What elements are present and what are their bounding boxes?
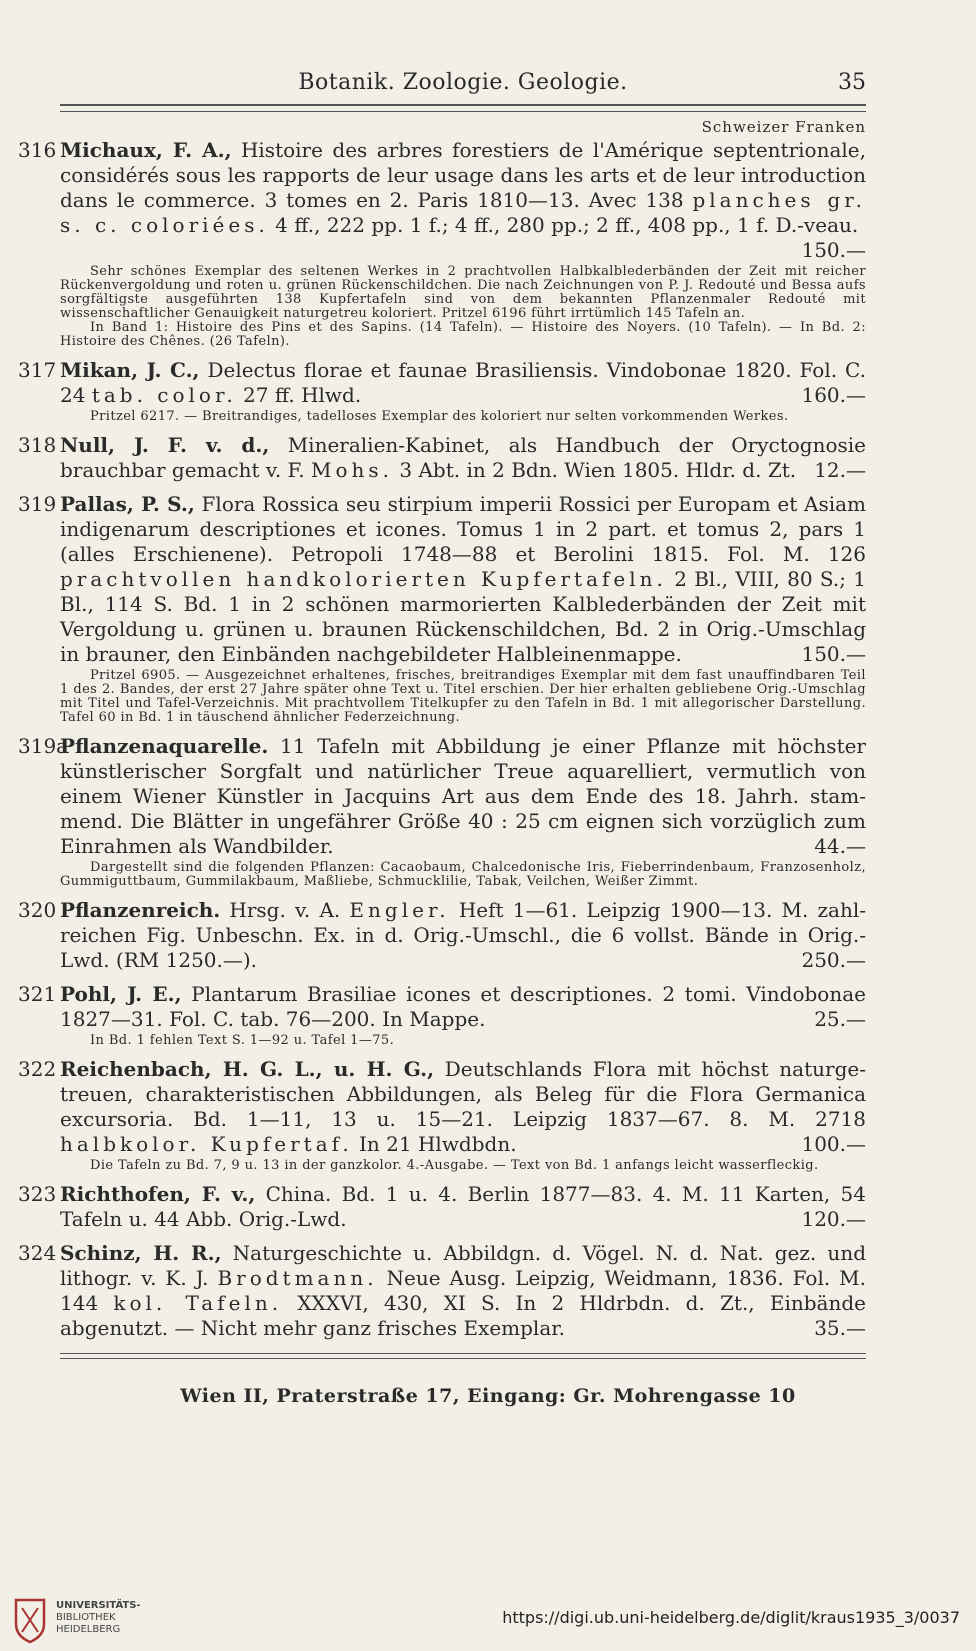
entry-text: In 21 Hlwdbdn. xyxy=(352,1132,517,1156)
entry-author: Pohl, J. E., xyxy=(60,982,182,1006)
entry-description xyxy=(60,492,866,667)
entry-description xyxy=(60,1182,866,1232)
entry-number: 324 xyxy=(18,1241,57,1265)
catalog-entry xyxy=(18,492,866,725)
entry-price: 100.— xyxy=(801,1132,866,1156)
entry-spaced-text: Engler. xyxy=(349,898,450,922)
entry-author: Michaux, F. A., xyxy=(60,138,232,162)
entry-note xyxy=(60,265,866,349)
entry-number: 319 xyxy=(18,492,57,516)
entry-text: Heft 1—61. Leipzig 1900—13. M. zahlreichen Fig. Unbeschn. Ex. in d. Orig.-Umschl., die 6 vollst. Bände in Orig.-Lwd. (RM 1250.—). xyxy=(60,898,866,972)
entry-spaced-text: Brodtmann. xyxy=(217,1266,378,1290)
page-header xyxy=(60,70,866,104)
catalog-entry xyxy=(18,433,866,483)
catalog-entry xyxy=(18,898,866,973)
entry-text: Delectus florae et faunae Brasiliensis. Vindobonae 1820. Fol. C. 24 xyxy=(60,358,866,407)
catalog-entry xyxy=(18,734,866,889)
catalog-entry xyxy=(18,1182,866,1232)
entry-note xyxy=(60,669,866,725)
entry-text: 3 Abt. in 2 Bdn. Wien 1805. Hldr. d. Zt. xyxy=(393,458,797,482)
header-rule xyxy=(60,104,866,112)
entry-number: 318 xyxy=(18,433,57,457)
entry-price: 150.— xyxy=(801,238,866,262)
entry-author: Reichenbach, H. G. L., u. H. G., xyxy=(60,1057,435,1081)
catalog-entry xyxy=(18,1057,866,1173)
entry-description xyxy=(60,1241,866,1341)
entry-price: 150.— xyxy=(801,642,866,666)
entry-text: Histoire des arbres forestiers de l'Amérique septentrionale, considérés sous les rapports de leur usage dans les arts et de leur introduction dans le commerce. 3 tomes en 2. Paris 1810—13. Avec 138 xyxy=(60,138,866,212)
entry-description xyxy=(60,734,866,859)
entry-description xyxy=(60,358,866,408)
entry-text: Naturgeschichte u. Abbildgn. d. Vögel. N. d. Nat. gez. und lithogr. v. K. J. xyxy=(60,1241,867,1290)
entry-note xyxy=(60,410,866,424)
entry-author: Null, J. F. v. d., xyxy=(60,433,270,457)
entry-description xyxy=(60,898,866,973)
page-number: 35 xyxy=(838,70,866,95)
entry-spaced-text: prachtvollen handkolorierten Kupfertafeln. xyxy=(60,567,667,591)
library-seal-icon xyxy=(10,1596,50,1644)
note-paragraph: In Band 1: Histoire des Pins et des Sapins. (14 Tafeln). — Histoire des Noyers. (10 Tafeln). — In Bd. 2: Histoire des Chênes. (26 Tafeln). xyxy=(60,320,866,349)
note-paragraph: Die Tafeln zu Bd. 7, 9 u. 13 in der ganzkolor. 4.-Ausgabe. — Text von Bd. 1 anfangs leicht wasserfleckig. xyxy=(90,1158,819,1173)
entry-description xyxy=(60,1057,866,1157)
entry-price: 250.— xyxy=(801,948,866,972)
entry-note xyxy=(60,1034,866,1048)
entry-price: 44.— xyxy=(814,834,866,858)
note-paragraph: In Bd. 1 fehlen Text S. 1—92 u. Tafel 1—75. xyxy=(90,1033,395,1048)
entry-number: 319a xyxy=(18,734,69,758)
entry-text: 11 Tafeln mit Abbildung je einer Pflanze mit höchster künstlerischer Sorgfalt und natürlicher Treue aquarelliert, vermutlich von einem Wiener Künstler in Jacquins Art aus dem Ende des 18. Jahrh. stammend. Die Blätter in ungefährer Größe 40 : 25 cm eignen sich vorzüglich zum Einrahmen als Wandbilder. xyxy=(60,734,866,858)
entry-text: Plantarum Brasiliae icones et descriptiones. 2 tomi. Vindobonae 1827—31. Fol. C. tab. 76—200. In Mappe. xyxy=(60,982,866,1031)
entry-price: 35.— xyxy=(814,1316,866,1340)
entry-number: 323 xyxy=(18,1182,57,1206)
entry-text: Hrsg. v. A. xyxy=(220,898,350,922)
entry-note xyxy=(60,1159,866,1173)
entry-spaced-text: planches gr. s. c. coloriées. xyxy=(60,188,866,237)
entry-spaced-text: kol. Tafeln. xyxy=(113,1291,283,1315)
entry-text: XXXVI, 430, XI S. In 2 Hldrbdn. d. Zt., Einbände abgenutzt. — Nicht mehr ganz frisches Exemplar. xyxy=(60,1291,866,1340)
entry-text: 2 Bl., VIII, 80 S.; 1 Bl., 114 S. Bd. 1 in 2 schönen marmorierten Kalblederbänden der Zeit mit Vergoldung u. grünen u. braunen Rückenschildchen, Bd. 2 in Orig.-Umschlag in brauner, den Einbänden nachgebildeter Halbleinenmappe. xyxy=(60,567,867,666)
entry-spaced-text: halbkolor. Kupfertaf. xyxy=(60,1132,353,1156)
entry-description xyxy=(60,982,866,1032)
entry-spaced-text: Mohs. xyxy=(311,458,394,482)
entry-number: 316 xyxy=(18,138,57,162)
entry-text: Neue Ausg. Leipzig, Weidmann, 1836. Fol. M. 144 xyxy=(60,1266,867,1315)
note-paragraph: Sehr schönes Exemplar des seltenen Werkes in 2 prachtvollen Halbkalblederbänden der Zeit mit reicher Rückenvergoldung und roten u. grünen Rückenschildchen. Die nach Zeichnungen von P. J. Redouté und Bessa aufs sorgfältigste ausgeführten 138 Kupfertafeln sind von dem bekannten Pflanzenmaler Redouté mit wissenschaftlicher Genauigkeit naturgetreu koloriert. Pritzel 6196 führt irrtümlich 145 Tafeln an. xyxy=(60,264,866,321)
entry-author: Pallas, P. S., xyxy=(60,492,195,516)
entry-number: 322 xyxy=(18,1057,57,1081)
entry-text: 27 ff. Hlwd. xyxy=(236,383,362,407)
entry-price: 12.— xyxy=(814,458,866,482)
catalog-entry xyxy=(18,982,866,1048)
entry-number: 317 xyxy=(18,358,57,382)
entry-description xyxy=(60,138,866,263)
library-name: UNIVERSITÄTS- BIBLIOTHEK HEIDELBERG xyxy=(56,1600,141,1635)
catalog-entry xyxy=(18,1241,866,1341)
note-paragraph: Pritzel 6905. — Ausgezeichnet erhaltenes, frisches, breitrandiges Exemplar mit dem fast unauffindbaren Teil 1 des 2. Bandes, der erst 27 Jahre später ohne Text u. Titel erschien. Der hier erhalten gebliebene Orig.-Umschlag mit Titel und Tafel-Verzeichnis. Mit prachtvollem Titelkupfer zu den Tafeln in Bd. 1 mit allegorischer Darstellung. Tafel 60 in Bd. 1 in täuschend ähnlicher Federzeichnung. xyxy=(60,668,866,725)
entry-number: 320 xyxy=(18,898,57,922)
entry-author: Pflanzenreich. xyxy=(60,898,221,922)
currency-label: Schweizer Franken xyxy=(701,118,866,136)
entry-text: 4 ff., 222 pp. 1 f.; 4 ff., 280 pp.; 2 ff., 408 pp., 1 f. D.-veau. xyxy=(268,213,859,237)
publisher-address: Wien II, Praterstraße 17, Eingang: Gr. Mohrengasse 10 xyxy=(180,1385,796,1407)
entry-author: Mikan, J. C., xyxy=(60,358,200,382)
note-paragraph: Dargestellt sind die folgenden Pflanzen: Cacaobaum, Chalcedonische Iris, Fieberrindenbaum, Franzosenholz, Gummiguttbaum, Gummilakbaum, Maßliebe, Schmucklilie, Tabak, Veilchen, Weißer Zimmt. xyxy=(60,860,866,889)
note-paragraph: Pritzel 6217. — Breitrandiges, tadelloses Exemplar des koloriert nur selten vorkommenden Werkes. xyxy=(90,409,789,424)
footer-rule xyxy=(60,1353,866,1359)
entry-text: Deutschlands Flora mit höchst naturgetreuen, charakteristischen Abbildungen, als Beleg für die Flora Germanica excursoria. Bd. 1—11, 13 u. 15—21. Leipzig 1837—67. 8. M. 2718 xyxy=(60,1057,866,1131)
entry-text: Flora Rossica seu stirpium imperii Rossici per Europam et Asiam indigenarum descriptiones et icones. Tomus 1 in 2 part. et tomus 2, pars 1 (alles Erschienene). Petropoli 1748—88 et Berolini 1815. Fol. M. 126 xyxy=(60,492,866,566)
entry-description xyxy=(60,433,866,483)
library-logo[interactable] xyxy=(10,1596,141,1648)
entry-author: Pflanzenaquarelle. xyxy=(60,734,269,758)
entry-spaced-text: tab. color. xyxy=(91,383,237,407)
source-url-link[interactable]: https://digi.ub.uni-heidelberg.de/diglit/kraus1935_3/0037 xyxy=(502,1608,960,1627)
entry-author: Schinz, H. R., xyxy=(60,1241,222,1265)
catalog-entries xyxy=(18,138,866,1341)
entry-price: 160.— xyxy=(801,383,866,407)
catalog-entry xyxy=(18,138,866,349)
entry-text: Mineralien-Kabinet, als Handbuch der Oryctognosie brauchbar gemacht v. F. xyxy=(60,433,866,482)
catalog-entry xyxy=(18,358,866,424)
running-title: Botanik. Zoologie. Geologie. xyxy=(298,70,628,95)
entry-price: 120.— xyxy=(801,1207,866,1231)
entry-note xyxy=(60,861,866,889)
entry-author: Richthofen, F. v., xyxy=(60,1182,256,1206)
entry-price: 25.— xyxy=(814,1007,866,1031)
entry-text: China. Bd. 1 u. 4. Berlin 1877—83. 4. M. 11 Karten, 54 Tafeln u. 44 Abb. Orig.-Lwd. xyxy=(60,1182,867,1231)
entry-number: 321 xyxy=(18,982,57,1006)
